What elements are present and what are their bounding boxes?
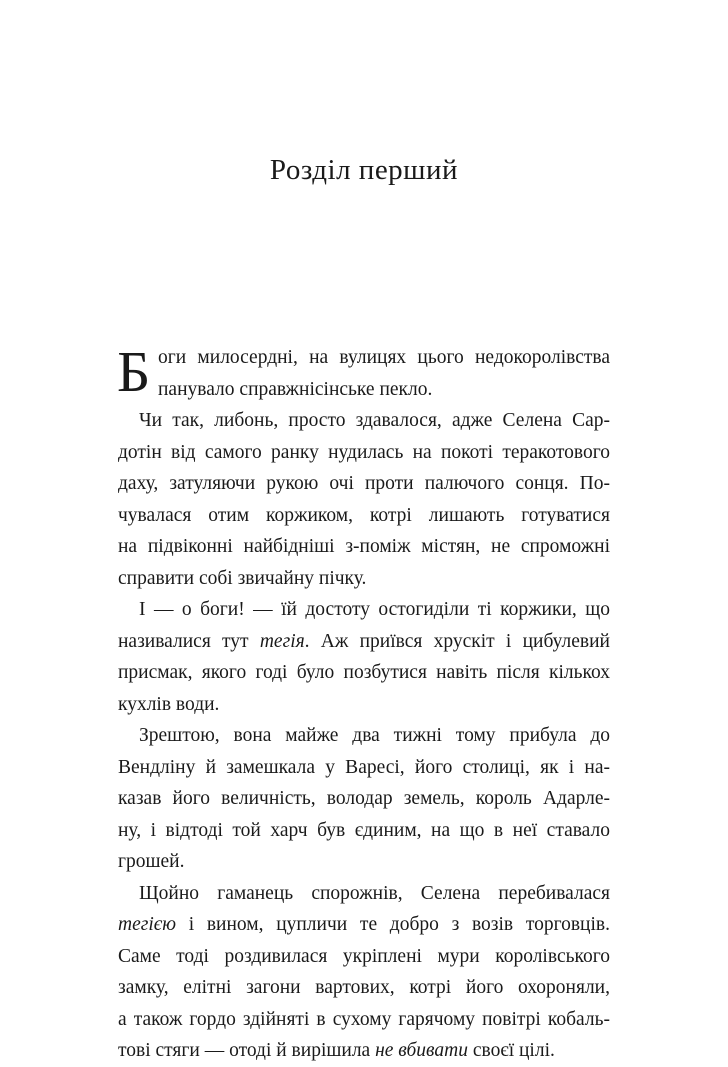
text-line [118, 909, 610, 941]
chapter-text [117, 339, 610, 1067]
text-line: кухлів води. [118, 693, 220, 715]
text-line: ну, і відтоді той харч був єдиним, на що в неї ставало [118, 819, 610, 841]
text-line: Саме тоді роздивилася укріплені мури королівського [118, 945, 610, 967]
text-line: казав його величність, володар земель, король Адарле- [118, 788, 610, 809]
text-line: Вендліну й замешкала у Варесі, його столиці, як і на- [118, 756, 610, 778]
text-line: а також гордо здійняті в сухому гарячому повітрі кобаль- [118, 1008, 610, 1030]
text-line: на підвіконні найбідніші з-поміж містян, не спроможні [118, 536, 610, 557]
italic-word: тегія [259, 630, 305, 652]
text-line: присмак, якого годі було позбутися навіть після кількох [118, 662, 610, 683]
text-line-content: оги милосердні, на вулицях цього недокоролівства [158, 347, 610, 368]
text-line: чувалася отим коржиком, котрі лишають готуватися [118, 504, 610, 526]
text-line: Чи так, либонь, просто здавалося, адже Селена Сар- [139, 410, 610, 431]
chapter-title: Розділ перший [269, 154, 459, 186]
text-line: Щойно гаманець спорожнів, Селена перебивалася [139, 882, 610, 904]
text-run: тові стяги — отоді й вирішила [118, 1040, 376, 1061]
text-line: замку, елітні загони вартових, котрі його охороняли, [118, 977, 610, 998]
text-run: . Аж приївся хрускіт і цибулевий [304, 630, 610, 652]
italic-word: тегією [118, 914, 177, 935]
text-line: Зрештою, вона майже два тижні тому прибула до [139, 725, 610, 746]
text-run: називалися тут [118, 630, 260, 652]
text-line [118, 626, 610, 658]
text-line: грошей. [118, 851, 185, 872]
text-run: своєї цілі. [467, 1040, 555, 1061]
italic-word: не вбивати [375, 1040, 468, 1061]
text-line: панувало справжнісінське пекло. [158, 378, 433, 400]
text-run: і вином, цупличи те добро з возів торговців. [176, 914, 610, 935]
text-line [118, 1035, 610, 1067]
text-line: справити собі звичайну пічку. [118, 567, 367, 589]
text-line: дотін від самого ранку нудилась на покоті теракотового [118, 441, 610, 463]
drop-cap: Б [117, 339, 151, 404]
text-line: даху, затуляючи рукою очі проти палючого сонця. По- [118, 473, 610, 494]
text-line: І — о боги! — їй достоту остогиділи ті коржики, що [139, 599, 610, 620]
